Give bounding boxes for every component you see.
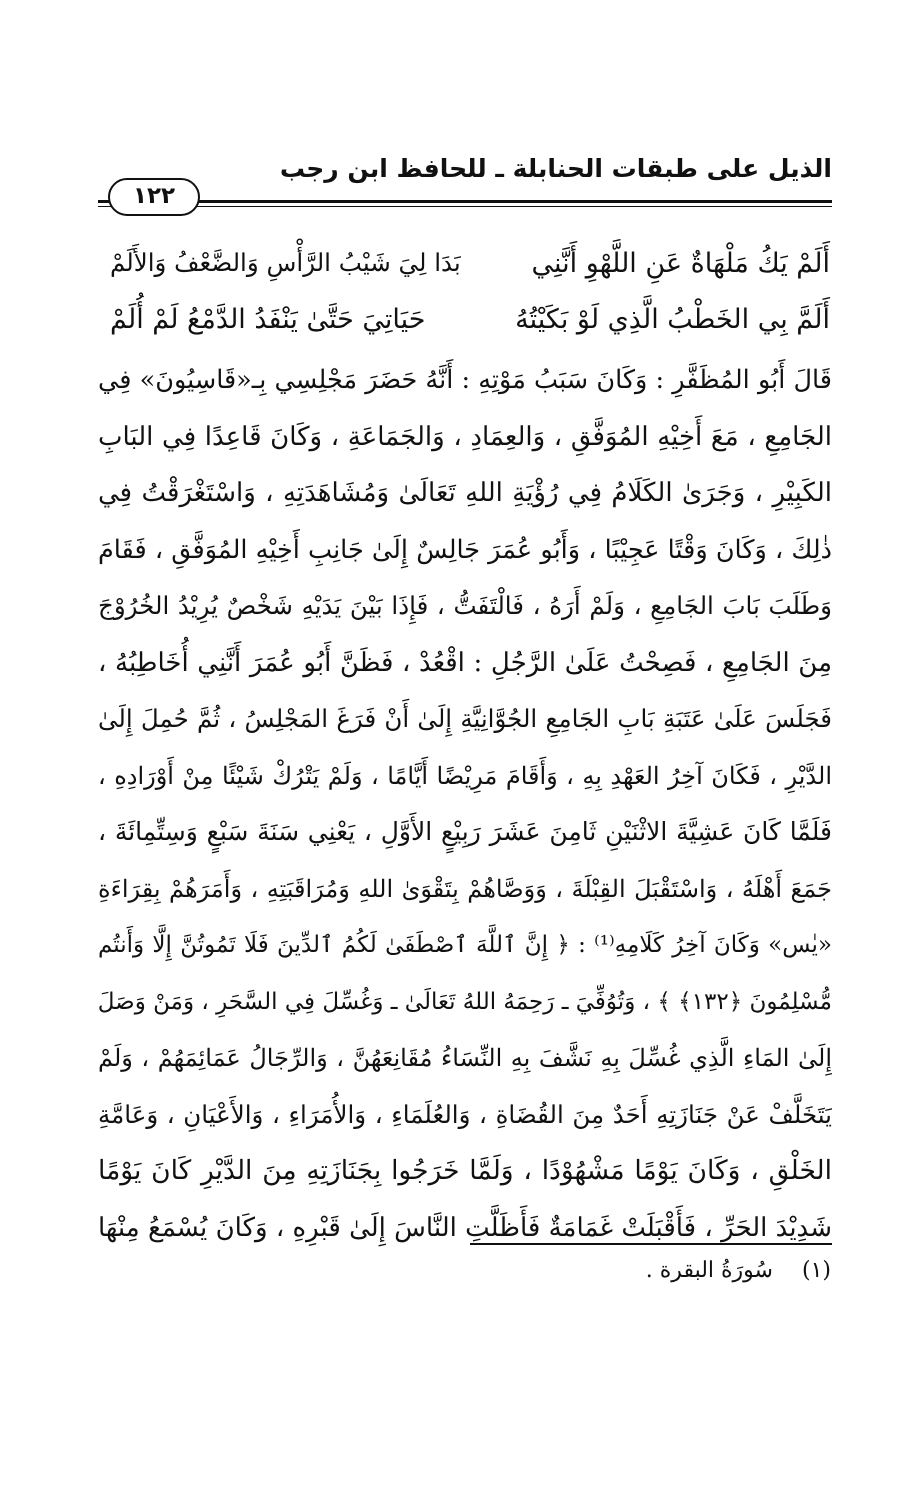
text-line: الجَامِعِ ، مَعَ أَخِيْهِ المُوَفَّقِ ، وَالعِمَادِ ، وَالجَمَاعَةِ ، وَكَانَ قَاعِدًا فِي البَابِ xyxy=(98,421,832,452)
page-header xyxy=(98,150,832,216)
verse-line xyxy=(110,248,830,304)
header-rule xyxy=(98,200,832,203)
body-paragraph xyxy=(98,352,832,1256)
header-rule-thin xyxy=(98,206,832,207)
text-line: جَمَعَ أَهْلَهُ ، وَاسْتَقْبَلَ القِبْلَةَ ، وَوَصَّاهُمْ بِتَقْوَىٰ اللهِ وَمُرَاقَبَتِهِ ، وَأَمَرَهُمْ بِقِرَاءَةِ xyxy=(98,874,832,903)
poetry-verses xyxy=(110,248,830,360)
text-line: فَجَلَسَ عَلَىٰ عَتَبَةِ بَابِ الجَامِعِ الجُوَّانِيَّةِ إِلَىٰ أَنْ فَرَغَ المَجْلِسُ ، ثُمَّ حُمِلَ إِلَىٰ xyxy=(98,704,832,733)
footnote-marker: (١) xyxy=(801,1258,831,1283)
text-line: الخَلْقِ ، وَكَانَ يَوْمًا مَشْهُوْدًا ، وَلَمَّا خَرَجُوا بِجَنَازَتِهِ مِنَ الدَّيْرِ كَانَ يَوْمًا xyxy=(98,1155,832,1186)
text-line: مِنَ الجَامِعِ ، فَصِحْتُ عَلَىٰ الرَّجُلِ : اقْعُدْ ، فَظَنَّ أَبُو عُمَرَ أَنَّنِي أُخَاطِبُهُ ، xyxy=(98,647,832,678)
verse-second-hemistich: حَيَاتِيَ حَتَّىٰ يَنْفَدُ الدَّمْعُ لَمْ أُلَمْ xyxy=(110,304,426,335)
verse-first-hemistich: أَلَمَّ بِي الخَطْبُ الَّذِي لَوْ بَكَيْتُهُ xyxy=(515,304,830,335)
footnote xyxy=(646,1258,831,1283)
text-line: إِلَىٰ المَاءِ الَّذِي غُسِّلَ بِهِ نَشَّفَ بِهِ النِّسَاءُ مُقَانِعَهُنَّ ، وَالرِّجَالُ عَمَائِمَهُمْ ، وَلَمْ xyxy=(98,1044,832,1072)
text-line: قَالَ أَبُو المُظَفَّرِ : وَكَانَ سَبَبُ مَوْتِهِ : أَنَّهُ حَضَرَ مَجْلِسِي بِـ«قَاسِيُونَ» فِي xyxy=(98,365,832,395)
text-line: شَدِيْدَ الحَرِّ ، فَأَقْبَلَتْ غَمَامَةٌ فَأَظَلَّتِ النَّاسَ إِلَىٰ قَبْرِهِ ، وَكَانَ يُسْمَعُ مِنْهَا xyxy=(98,1212,832,1243)
text-line: ذٰلِكَ ، وَكَانَ وَقْتًا عَجِيْبًا ، وَأَبُو عُمَرَ جَالِسٌ إِلَىٰ جَانِبِ أَخِيْهِ المُوَفَّقِ ، فَقَامَ xyxy=(98,534,832,565)
verse-first-hemistich: أَلَمْ يَكُ مَلْهَاةٌ عَنِ اللَّهْوِ أَنَّنِي xyxy=(531,248,830,279)
text-line: «يٰس» وَكَانَ آخِرُ كَلَامِهِ⁽¹⁾ : ﴿ إِنَّ ٱللَّهَ ٱصْطَفَىٰ لَكُمُ ٱلدِّينَ فَلَا تَمُوتُنَّ إِلَّا وَأَنتُم xyxy=(98,932,832,958)
footnote-text: سُورَةُ البقرة . xyxy=(645,1258,773,1283)
text-line: فَلَمَّا كَانَ عَشِيَّةَ الاثْنَيْنِ ثَامِنَ عَشَرَ رَبِيْعٍ الأَوَّلِ ، يَعْنِي سَنَةَ سَبْعٍ وَسِتِّمِائَةَ ، xyxy=(98,817,832,846)
page-number: ١٢٢ xyxy=(108,178,200,216)
text-line: مُّسْلِمُونَ ﴿١٣٢﴾ ﴾ ، وَتُوُفِّيَ ـ رَحِمَهُ اللهُ تَعَالَىٰ ـ وَغُسِّلَ فِي السَّحَرِ ، وَمَنْ وَصَلَ xyxy=(98,988,832,1015)
text-line: وَطَلَبَ بَابَ الجَامِعِ ، وَلَمْ أَرَهُ ، فَالْتَفَتُّ ، فَإِذَا بَيْنَ يَدَيْهِ شَخْصٌ يُرِيْدُ الخُرُوْجَ xyxy=(98,591,832,620)
text-line: الدَّيْرِ ، فَكَانَ آخِرُ العَهْدِ بِهِ ، وَأَقَامَ مَرِيْضًا أَيَّامًا ، وَلَمْ يَتْرُكْ شَيْئًا مِنْ أَوْرَادِهِ ، xyxy=(98,761,832,790)
verse-second-hemistich: بَدَا لِيَ شَيْبُ الرَّأْسِ وَالضَّعْفُ وَالأَلَمْ xyxy=(110,248,461,277)
footnote-divider xyxy=(470,1243,832,1245)
text-line: يَتَخَلَّفْ عَنْ جَنَازَتِهِ أَحَدٌ مِنَ القُضَاةِ ، وَالعُلَمَاءِ ، وَالأُمَرَاءِ ، وَالأَعْيَانِ ، وَعَامَّةِ xyxy=(98,1099,832,1129)
text-line: الكَبِيْرِ ، وَجَرَىٰ الكَلَامُ فِي رُؤْيَةِ اللهِ تَعَالَىٰ وَمُشَاهَدَتِهِ ، وَاسْتَغْرَقْتُ فِي xyxy=(98,478,832,508)
running-title: الذيل على طبقات الحنابلة ـ للحافظ ابن رجب xyxy=(279,154,832,183)
